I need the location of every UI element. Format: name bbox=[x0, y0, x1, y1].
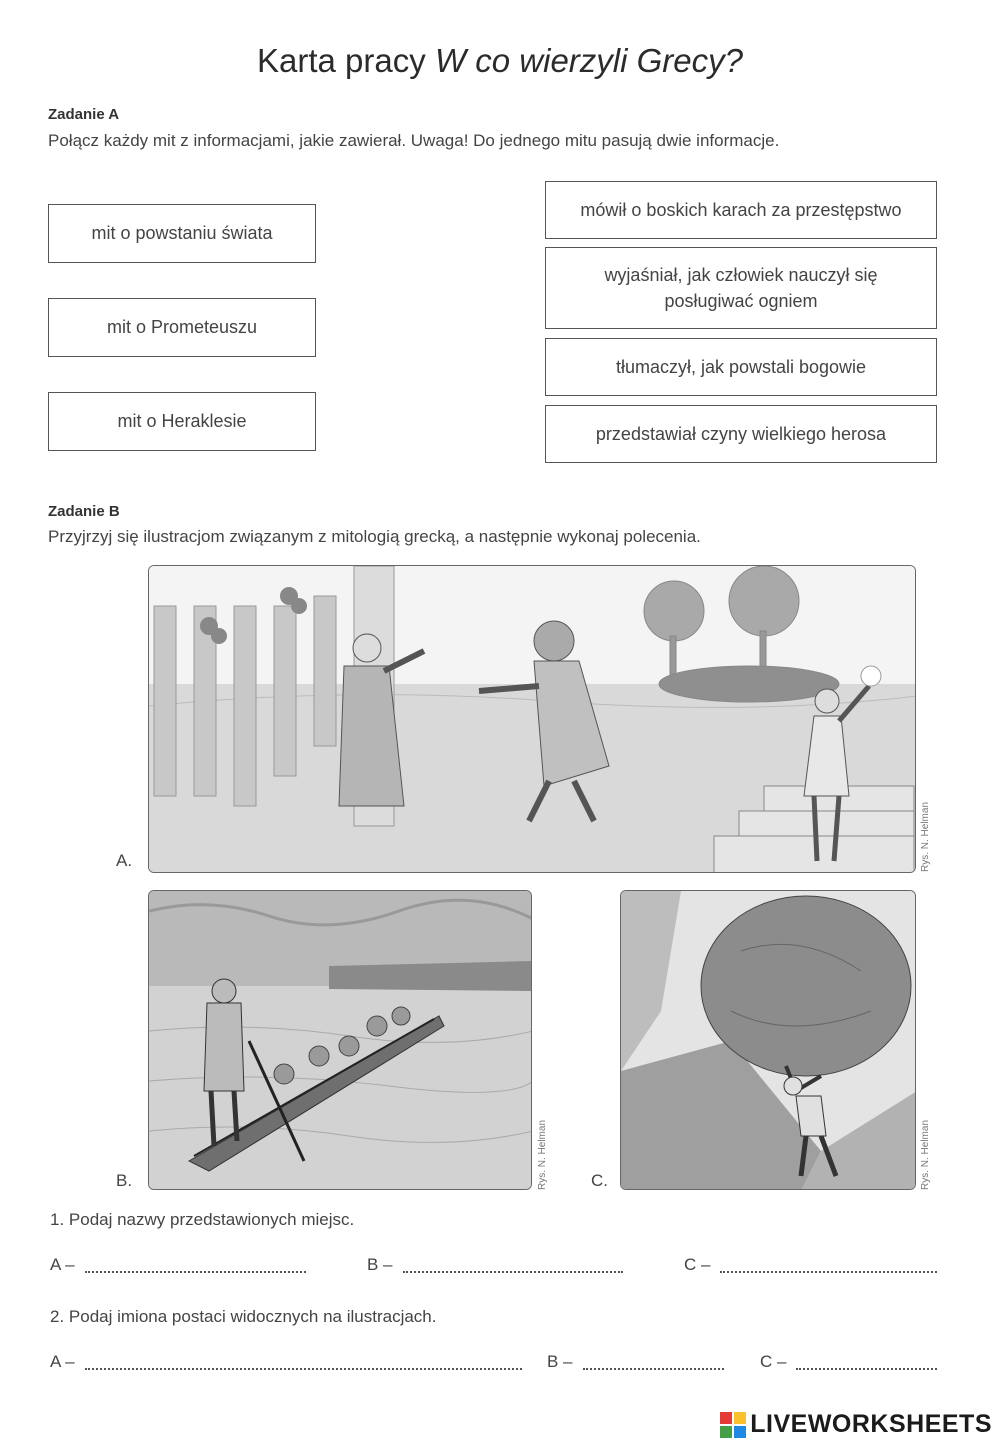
credit-c: Rys. N. Helman bbox=[920, 1119, 931, 1190]
answer-2c-prefix: C – bbox=[760, 1352, 787, 1371]
title-italic: W co wierzyli Grecy? bbox=[434, 42, 743, 79]
illustration-a bbox=[148, 565, 916, 873]
illustration-c bbox=[620, 890, 916, 1190]
answer-2b-row bbox=[547, 1352, 724, 1372]
credit-b: Rys. N. Helman bbox=[537, 1119, 548, 1190]
answer-2b-prefix: B – bbox=[547, 1352, 573, 1371]
task-b-instruction: Przyjrzyj się ilustracjom związanym z mitologią grecką, a następnie wykonaj polecenia. bbox=[48, 527, 701, 546]
myth-box-prometheus[interactable]: mit o Prometeuszu bbox=[48, 298, 316, 357]
answer-1b-input[interactable] bbox=[403, 1267, 623, 1273]
answer-2a-row bbox=[50, 1352, 522, 1372]
label-b: B. bbox=[116, 1171, 133, 1190]
page-title bbox=[0, 42, 1000, 80]
liveworksheets-logo-text: LIVEWORKSHEETS bbox=[750, 1410, 992, 1438]
answer-1b-prefix: B – bbox=[367, 1255, 393, 1274]
title-main: Karta pracy bbox=[257, 42, 435, 79]
answer-2a-prefix: A – bbox=[50, 1352, 75, 1371]
answer-1c-input[interactable] bbox=[720, 1267, 937, 1273]
question-2: 2. Podaj imiona postaci widocznych na ilustracjach. bbox=[50, 1307, 437, 1326]
myth-box-heracles[interactable]: mit o Heraklesie bbox=[48, 392, 316, 451]
label-c: C. bbox=[591, 1171, 608, 1190]
answer-2c-row bbox=[760, 1352, 937, 1372]
info-box-punishment[interactable]: mówił o boskich karach za przestępstwo bbox=[545, 181, 937, 239]
answer-1b-row bbox=[367, 1255, 623, 1275]
answer-1a-prefix: A – bbox=[50, 1255, 75, 1274]
info-box-gods[interactable]: tłumaczył, jak powstali bogowie bbox=[545, 338, 937, 396]
answer-2b-input[interactable] bbox=[583, 1364, 724, 1370]
illustration-b bbox=[148, 890, 532, 1190]
answer-2a-input[interactable] bbox=[85, 1364, 522, 1370]
question-1: 1. Podaj nazwy przedstawionych miejsc. bbox=[50, 1210, 355, 1229]
liveworksheets-logo-icon bbox=[720, 1412, 746, 1438]
answer-1a-input[interactable] bbox=[85, 1267, 306, 1273]
credit-a: Rys. N. Helman bbox=[920, 801, 931, 872]
label-a: A. bbox=[116, 851, 133, 870]
liveworksheets-logo bbox=[720, 1410, 992, 1439]
answer-1a-row bbox=[50, 1255, 306, 1275]
task-a-heading: Zadanie A bbox=[48, 106, 120, 123]
task-b-heading: Zadanie B bbox=[48, 503, 120, 520]
answer-1c-row bbox=[684, 1255, 937, 1275]
answer-1c-prefix: C – bbox=[684, 1255, 711, 1274]
answer-2c-input[interactable] bbox=[796, 1364, 937, 1370]
info-box-fire[interactable]: wyjaśniał, jak człowiek nauczył się posługiwać ogniem bbox=[545, 247, 937, 329]
task-a-instruction: Połącz każdy mit z informacjami, jakie zawierał. Uwaga! Do jednego mitu pasują dwie informacje. bbox=[48, 131, 780, 150]
info-box-hero[interactable]: przedstawiał czyny wielkiego herosa bbox=[545, 405, 937, 463]
myth-box-creation[interactable]: mit o powstaniu świata bbox=[48, 204, 316, 263]
